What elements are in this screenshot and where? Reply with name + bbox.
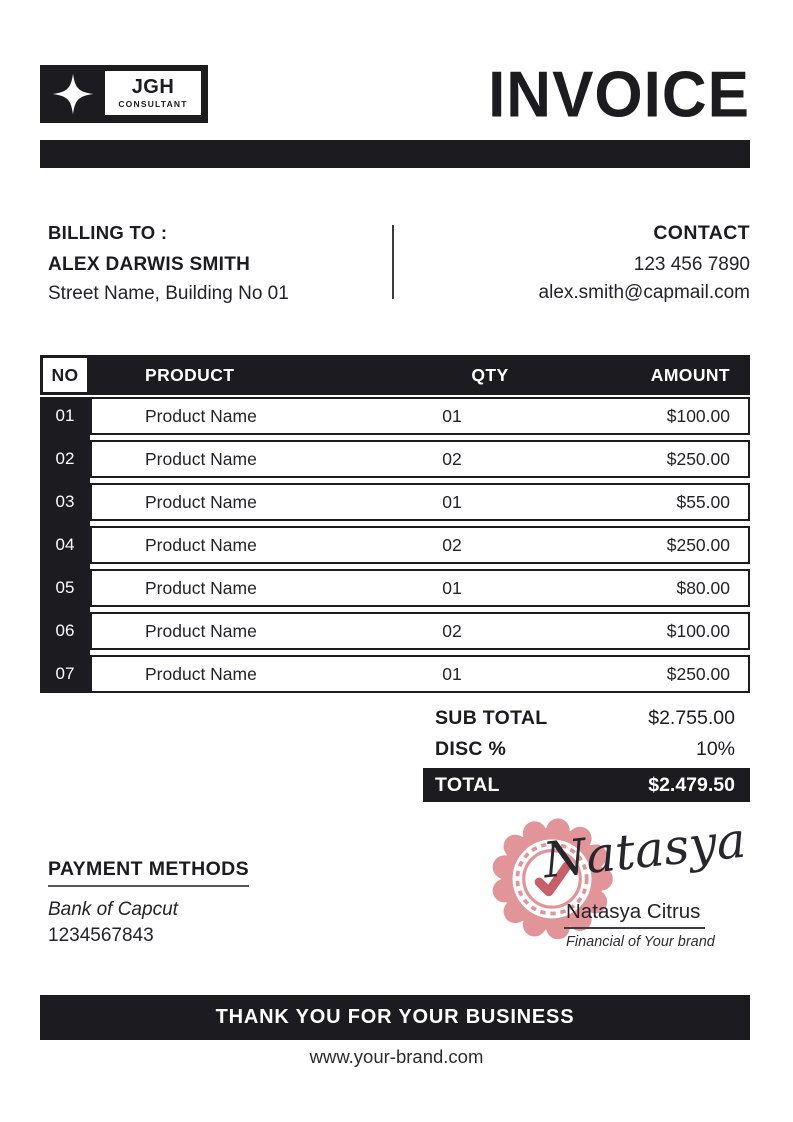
header-amount: AMOUNT: [580, 355, 750, 395]
contact-phone: 123 456 7890: [633, 254, 750, 275]
row-number: 02: [55, 449, 75, 468]
table-header: [40, 355, 750, 395]
row-qty: 01: [442, 405, 462, 426]
logo-primary-text: JGH: [131, 76, 175, 98]
table-row: [90, 397, 750, 435]
payment-methods-block: [40, 858, 249, 968]
table-row: [90, 526, 750, 564]
billing-heading: BILLING TO :: [48, 222, 168, 243]
discount-value: 10%: [695, 738, 735, 760]
row-qty: 02: [442, 534, 462, 555]
row-amount: $100.00: [666, 405, 730, 426]
discount-row: [423, 734, 750, 765]
bottom-section: [40, 810, 750, 968]
footer-website: www.your-brand.com: [309, 1046, 484, 1067]
subtotal-value: $2.755.00: [648, 707, 735, 729]
payment-account: 1234567843: [48, 925, 154, 946]
row-number: 07: [55, 664, 75, 683]
company-logo: [40, 65, 208, 123]
logo-secondary-text: CONSULTANT: [118, 99, 188, 109]
billing-address: Street Name, Building No 01: [48, 283, 289, 304]
table-row: [90, 440, 750, 478]
payment-bank: Bank of Capcut: [48, 899, 178, 920]
discount-label: DISC %: [435, 738, 507, 760]
row-qty: 02: [442, 448, 462, 469]
row-amount: $250.00: [666, 663, 730, 684]
parties-section: [40, 222, 750, 305]
row-qty: 01: [442, 491, 462, 512]
header-no: NO: [40, 355, 90, 395]
total-value: $2.479.50: [648, 773, 735, 796]
row-product: Product Name: [145, 663, 257, 684]
footer-message-bar: [40, 995, 750, 1040]
items-table: [40, 355, 750, 693]
row-number: 03: [55, 492, 75, 511]
row-amount: $250.00: [666, 448, 730, 469]
contact-email: alex.smith@capmail.com: [538, 282, 750, 303]
row-number: 04: [55, 535, 75, 554]
row-qty: 02: [442, 620, 462, 641]
row-number: 05: [55, 578, 75, 597]
payment-heading: PAYMENT METHODS: [48, 858, 249, 887]
row-qty: 01: [442, 577, 462, 598]
header-qty: QTY: [400, 355, 580, 395]
row-number: 06: [55, 621, 75, 640]
total-label: TOTAL: [435, 773, 500, 796]
row-product: Product Name: [145, 491, 257, 512]
table-row: [90, 612, 750, 650]
table-body: [40, 397, 750, 693]
signature-script: Natasya: [540, 811, 749, 890]
billing-name: ALEX DARWIS SMITH: [48, 254, 251, 275]
signature-name: Natasya Citrus: [564, 900, 705, 929]
contact-heading: CONTACT: [653, 222, 750, 244]
header-divider-bar: [40, 140, 750, 168]
row-amount: $80.00: [676, 577, 730, 598]
header: [40, 59, 750, 132]
table-row: [90, 655, 750, 693]
row-qty: 01: [442, 663, 462, 684]
sparkle-star-icon: [49, 71, 97, 117]
logo-text-box: [103, 69, 203, 117]
table-row: [90, 483, 750, 521]
row-product: Product Name: [145, 577, 257, 598]
row-product: Product Name: [145, 405, 257, 426]
document-title: INVOICE: [488, 59, 750, 132]
row-amount: $100.00: [666, 620, 730, 641]
table-row: [90, 569, 750, 607]
footer-message: THANK YOU FOR YOUR BUSINESS: [215, 1006, 575, 1028]
row-product: Product Name: [145, 534, 257, 555]
contact-block: [394, 222, 750, 305]
row-product: Product Name: [145, 448, 257, 469]
row-product: Product Name: [145, 620, 257, 641]
total-row: [423, 768, 750, 802]
subtotal-row: [423, 703, 750, 734]
signature-block: [448, 810, 750, 968]
row-amount: $250.00: [666, 534, 730, 555]
row-amount: $55.00: [676, 491, 730, 512]
row-number: 01: [55, 406, 75, 425]
signature-role: Financial of Your brand: [566, 934, 715, 950]
billing-block: [40, 222, 392, 305]
totals-section: [423, 703, 750, 802]
header-product: PRODUCT: [90, 355, 400, 395]
subtotal-label: SUB TOTAL: [435, 707, 548, 729]
